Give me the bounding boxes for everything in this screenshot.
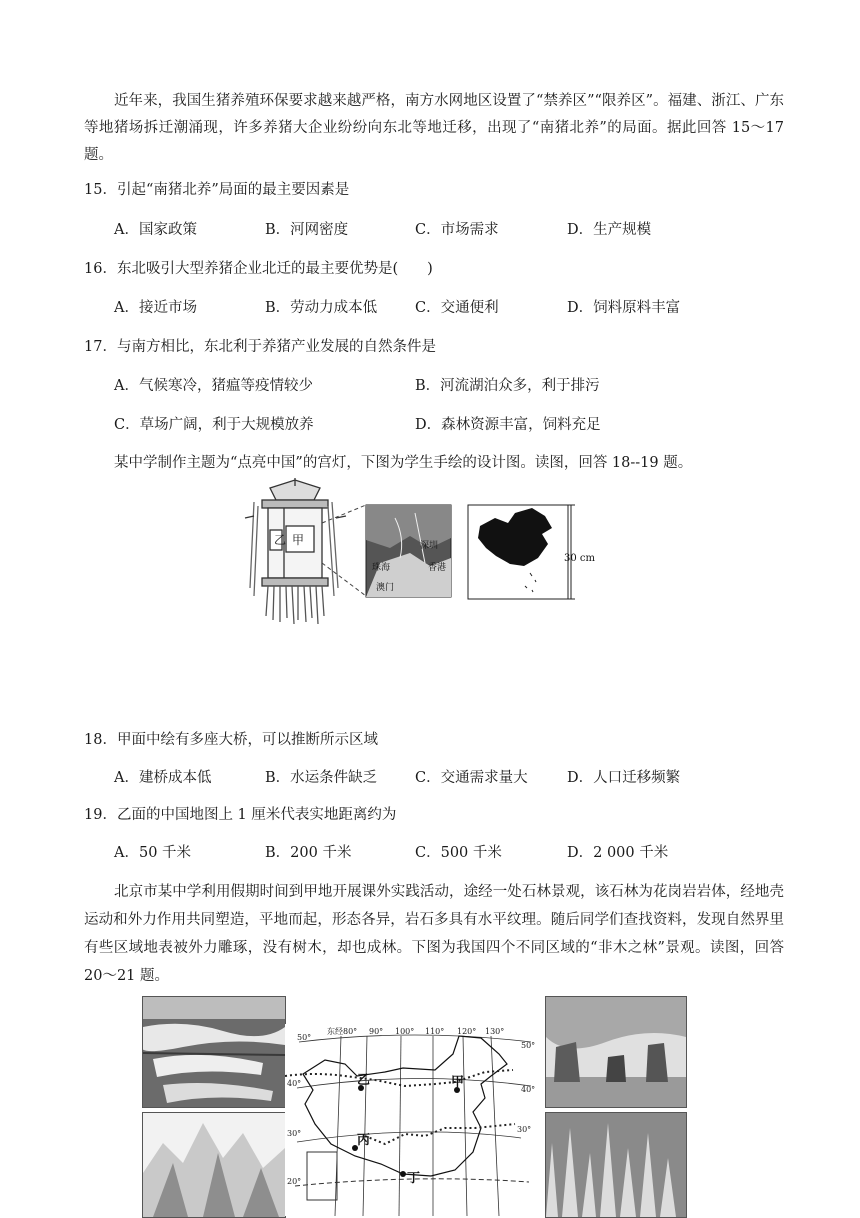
lon-label-110: 110° <box>425 1027 445 1036</box>
map-label-shenzhen: 深圳 <box>420 541 439 551</box>
q18-option-a: A．建桥成本低 <box>114 770 212 786</box>
q16-option-c: C．交通便利 <box>415 300 499 316</box>
q19-option-c: C．500 千米 <box>415 845 502 861</box>
q17-option-b: B．河流湖泊众多，利于排污 <box>415 378 600 394</box>
lon-label-100: 100° <box>395 1027 415 1036</box>
lat-label-left-20: 20° <box>287 1177 302 1186</box>
q16-option-d: D．饲料原料丰富 <box>567 300 681 316</box>
lat-label-right-40: 40° <box>521 1085 536 1094</box>
photo-yardang-landscape <box>142 996 286 1108</box>
q15-option-c: C．市场需求 <box>415 222 499 238</box>
map-label-ding: 丁 <box>407 1171 421 1186</box>
q16-option-a: A．接近市场 <box>114 300 197 316</box>
map-label-hongkong: 香港 <box>428 563 447 573</box>
lat-label-left-40: 40° <box>287 1079 302 1088</box>
map-label-yi: 乙 <box>357 1073 371 1088</box>
question-17-stem: 17．与南方相比，东北利于养猪产业发展的自然条件是 <box>84 339 436 355</box>
q19-option-b: B．200 千米 <box>265 845 352 861</box>
question-19-stem: 19．乙面的中国地图上 1 厘米代表实地距离约为 <box>84 807 397 823</box>
q15-option-d: D．生产规模 <box>567 222 652 238</box>
map-label-macau: 澳门 <box>376 583 395 593</box>
q17-option-d: D．森林资源丰富，饲料充足 <box>415 417 601 433</box>
lantern-label-yi: 乙 <box>274 533 287 547</box>
scale-label: 30 cm <box>564 553 595 564</box>
intro-paragraph-15-17: 近年来，我国生猪养殖环保要求越来越严格，南方水网地区设置了“禁养区”“限养区”。福建、浙江、广东等地猪场拆迁潮涌现，许多养猪大企业纷纷向东北等地迁移，出现了“南猪北养”的局面。据此回答 15～17 题。 <box>84 93 784 163</box>
lat-label-right-30: 30° <box>517 1125 532 1134</box>
q16-option-b: B．劳动力成本低 <box>265 300 378 316</box>
q17-option-c: C．草场广阔，利于大规模放养 <box>114 417 314 433</box>
intro-paragraph-18-19: 某中学制作主题为“点亮中国”的宫灯，下图为学生手绘的设计图。读图，回答 18--19 题。 <box>114 455 693 471</box>
lantern-design-figure <box>240 478 610 628</box>
lon-label-120: 120° <box>457 1027 477 1036</box>
lantern-drawing <box>245 478 346 624</box>
lon-label-80: 东经80° <box>327 1027 358 1036</box>
photo-karst-stone-forest <box>545 1112 687 1218</box>
question-15-stem: 15．引起“南猪北养”局面的最主要因素是 <box>84 182 350 198</box>
q19-option-d: D．2 000 千米 <box>567 845 669 861</box>
lat-label-left-30: 30° <box>287 1129 302 1138</box>
lat-label-right-50: 50° <box>521 1041 536 1050</box>
china-graticule-map <box>285 1024 543 1216</box>
photo-granite-stone-forest <box>545 996 687 1108</box>
q15-option-b: B．河网密度 <box>265 222 349 238</box>
question-16-stem: 16．东北吸引大型养猪企业北迁的最主要优势是( ) <box>84 261 433 277</box>
lon-label-130: 130° <box>485 1027 505 1036</box>
q18-option-d: D．人口迁移频繁 <box>567 770 681 786</box>
lat-label-left-50: 50° <box>297 1033 312 1042</box>
question-18-stem: 18．甲面中绘有多座大桥，可以推断所示区域 <box>84 732 378 748</box>
q15-option-a: A．国家政策 <box>114 222 197 238</box>
q18-option-b: B．水运条件缺乏 <box>265 770 378 786</box>
photo-ice-forest <box>142 1112 286 1218</box>
lantern-label-jia: 甲 <box>292 533 305 547</box>
intro-paragraph-20-21: 北京市某中学利用假期时间到甲地开展课外实践活动，途经一处石林景观，该石林为花岗岩岩体，经地壳运动和外力作用共同塑造，平地而起，形态各异，岩石多具有水平纹理。随后同学们查找资料，发现自然界里有些区域地表被外力雕琢，没有树木，却也成林。下图为我国四个不同区域的“非木之林”景观。读图，回答 20～21 题。 <box>84 884 784 984</box>
map-label-jia: 甲 <box>451 1075 465 1090</box>
point-ding <box>400 1171 406 1177</box>
lon-label-90: 90° <box>369 1027 384 1036</box>
q19-option-a: A．50 千米 <box>114 845 192 861</box>
q17-option-a: A．气候寒冷，猪瘟等疫情较少 <box>114 378 313 394</box>
q18-option-c: C．交通需求量大 <box>415 770 528 786</box>
map-label-bing: 丙 <box>357 1133 371 1148</box>
map-label-zhuhai: 珠海 <box>372 563 391 573</box>
